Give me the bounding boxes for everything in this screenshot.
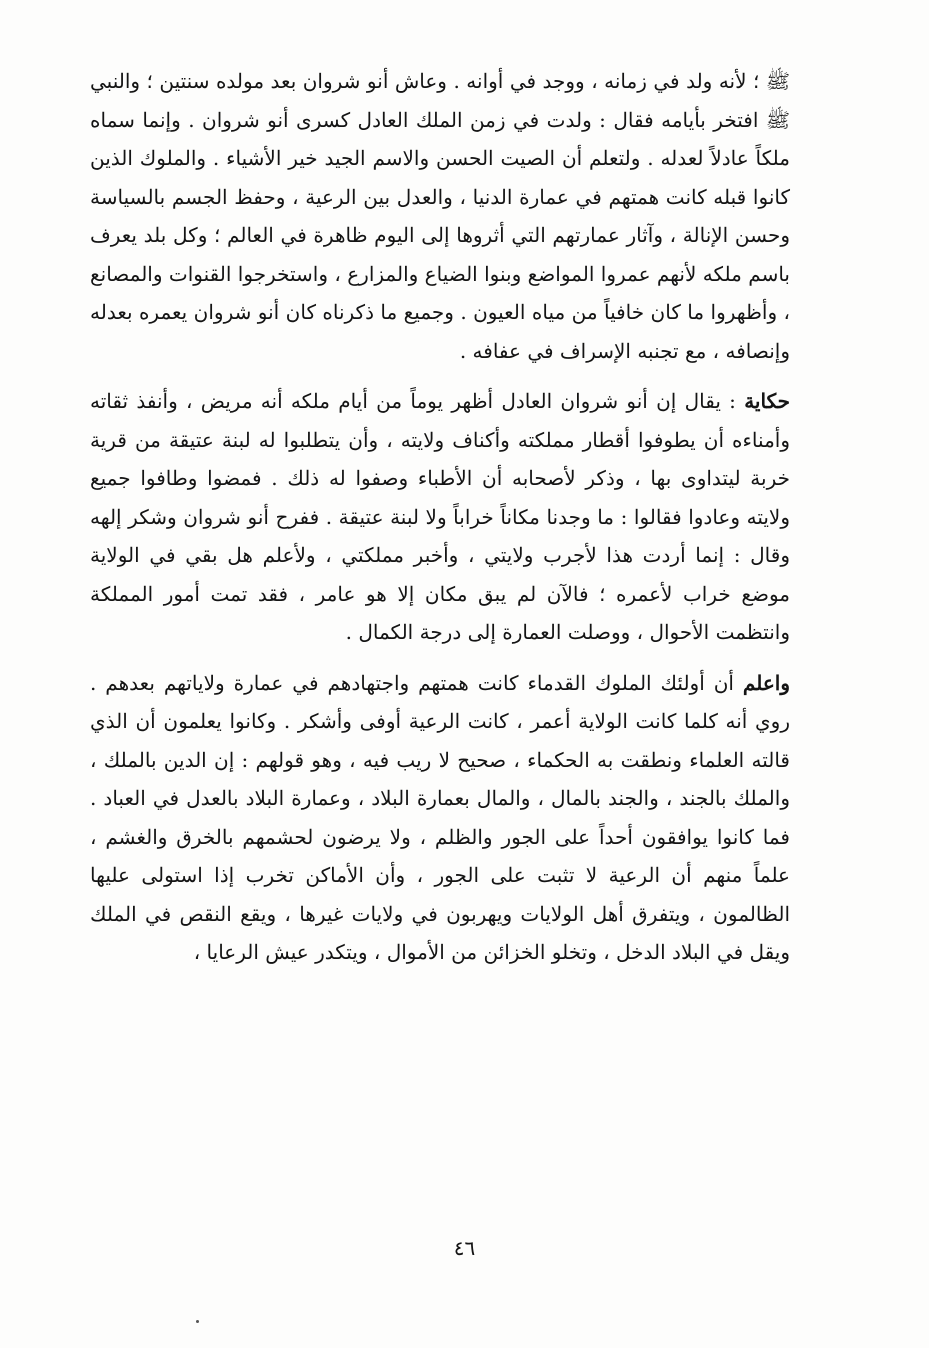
page-number: ٤٦ — [453, 1236, 476, 1260]
paragraph-1-text: ﷺ ؛ لأنه ولد في زمانه ، ووجد في أوانه . وعاش أنو شروان بعد مولده سنتين ؛ والنبي ﷺ افتخر بأيامه فقال : ولدت في زمن الملك العادل كسرى أنو شروان . وإنما سماه ملكاً عادلاً لعدله . ولتعلم أن الصيت الحسن والاسم الجيد خير الأشياء . والملوك الذين كانوا قبله كانت همتهم في عمارة الدنيا ، والعدل بين الرعية ، وحفظ الجسم بالسياسة وحسن الإنالة ، وآثار عمارتهم التي أثروها إلى اليوم ظاهرة في العالم ؛ وكل بلد يعرف باسم ملكه لأنهم عمروا المواضع وبنوا الضياع والمزارع ، واستخرجوا القنوات والمصانع ، وأظهروا ما كان خافياً من مياه العيون . وجميع ما ذكرناه كان أنو شروان يعمره بعدله وإنصافه ، مع تجنبه الإسراف في عفافه . — [90, 69, 790, 363]
paragraph-3-lead: واعلم — [742, 670, 790, 695]
paragraph-3-text: أن أولئك الملوك القدماء كانت همتهم واجتهادهم في عمارة ولاياتهم بعدهم . روي أنه كلما كانت الولاية أعمر ، كانت الرعية أوفى وأشكر . وكانوا يعلمون أن الذي قالته العلماء ونطقت به الحكماء ، صحيح لا ريب فيه ، وهو قولهم : إن الدين بالملك ، والملك بالجند ، والجند بالمال ، والمال بعمارة البلاد ، وعمارة البلاد بالعدل في العباد . فما كانوا يوافقون أحداً على الجور والظلم ، ولا يرضون لحشمهم بالخرق والغشم ، علماً منهم أن الرعية لا تثبت على الجور ، وأن الأماكن تخرب إذا استولى عليها الظالمون ، ويتفرق أهل الولايات ويهربون في ولايات غيرها ، ويقع النقص في الملك ويقل في البلاد الدخل ، وتخلو الخزائن من الأموال ، ويتكدر عيش الرعايا ، — [90, 670, 790, 964]
paragraph-1 — [90, 62, 790, 370]
scan-speck — [196, 1320, 199, 1323]
paragraph-2-text: : يقال إن أنو شروان العادل أظهر يوماً من أيام ملكه أنه مريض ، وأنفذ ثقاته وأمناءه أن يطوفوا أقطار مملكته وأكناف ولايته ، وأن يتطلبوا له لبنة عتيقة من قرية خربة ليتداوى بها ، وذكر لأصحابه أن الأطباء وصفوا له ذلك . فمضوا وطافوا جميع ولايته وعادوا فقالوا : ما وجدنا مكاناً خراباً ولا لبنة عتيقة . ففرح أنو شروان وشكر إلهه وقال : إنما أردت هذا لأجرب ولايتي ، وأخبر مملكتي ، ولأعلم هل بقي في الولاية موضع خراب لأعمره ؛ فالآن لم يبق مكان إلا هو عامر ، فقد تمت أمور المملكة وانتظمت الأحوال ، ووصلت العمارة إلى درجة الكمال . — [90, 389, 790, 644]
paragraph-2-lead: حكاية — [744, 389, 790, 413]
paragraph-2 — [90, 382, 790, 652]
page-body — [90, 62, 790, 972]
paragraph-3 — [90, 664, 790, 972]
